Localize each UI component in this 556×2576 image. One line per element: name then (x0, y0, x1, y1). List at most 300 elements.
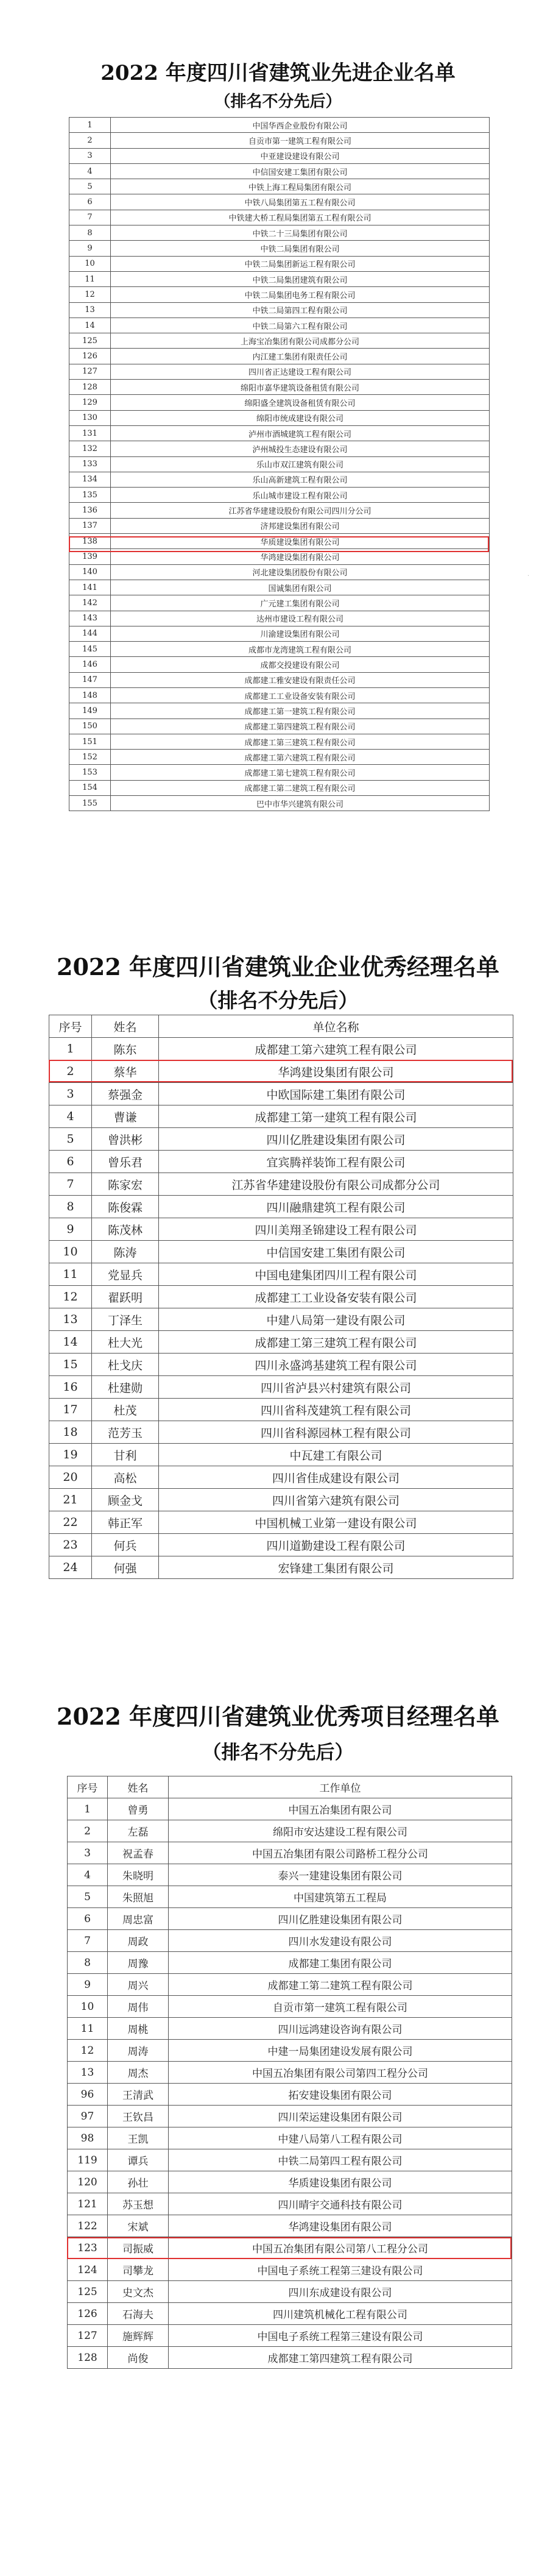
person-name-cell: 孙壮 (108, 2171, 169, 2193)
table-row (68, 2149, 512, 2171)
table-row (68, 2325, 512, 2347)
table-row (49, 1466, 513, 1489)
person-name-cell: 周伟 (108, 1996, 169, 2018)
table-row (68, 2040, 512, 2062)
company-name-cell: 中铁二局集团电务工程有限公司 (111, 287, 490, 302)
company-name-cell: 成都建工第二建筑工程有限公司 (169, 1974, 512, 1996)
company-name-cell: 中亚建设建设有限公司 (111, 148, 490, 163)
table-row (69, 241, 490, 256)
section-subtitle: （排名不分先后） (202, 1742, 354, 1764)
company-name-cell: 宏锋建工集团有限公司 (159, 1556, 513, 1579)
table-row (49, 1331, 513, 1354)
company-name-cell: 中国五冶集团有限公司第八工程分公司 (169, 2237, 512, 2259)
table-row (49, 1444, 513, 1466)
table-row (69, 595, 490, 611)
header-cell-index: 序号 (49, 1015, 92, 1038)
person-name-cell: 司振威 (108, 2237, 169, 2259)
company-name-cell: 绵阳市统成建设有限公司 (111, 410, 490, 425)
table-row (49, 1151, 513, 1173)
table-row (49, 1399, 513, 1421)
table-row (69, 780, 490, 795)
company-name-cell: 达州市建设工程有限公司 (111, 611, 490, 626)
table-row (69, 256, 490, 271)
person-name-cell: 韩正军 (92, 1511, 159, 1534)
company-name-cell: 乐山市双江建筑有限公司 (111, 456, 490, 472)
company-name-cell: 中瓦建工有限公司 (159, 1444, 513, 1466)
table-row (69, 302, 490, 318)
row-index-cell: 151 (69, 734, 111, 749)
row-index-cell: 5 (68, 1886, 108, 1908)
row-index-cell: 6 (68, 1908, 108, 1930)
row-index-cell: 13 (68, 2062, 108, 2084)
header-cell-unit: 单位名称 (159, 1015, 513, 1038)
company-name-cell: 自贡市第一建筑工程有限公司 (169, 1996, 512, 2018)
company-name-cell: 中国五冶集团有限公司 (169, 1798, 512, 1820)
row-index-cell: 3 (68, 1842, 108, 1864)
company-name-cell: 中国电建集团四川工程有限公司 (159, 1263, 513, 1286)
project-manager-table (67, 1776, 512, 2369)
row-index-cell: 17 (49, 1399, 92, 1421)
company-name-cell: 四川省泸县兴村建筑有限公司 (159, 1376, 513, 1399)
table-row (69, 534, 490, 549)
company-name-cell: 四川道勤建设工程有限公司 (159, 1534, 513, 1556)
row-index-cell: 1 (69, 118, 111, 133)
row-index-cell: 98 (68, 2127, 108, 2149)
row-index-cell: 97 (68, 2106, 108, 2127)
company-name-cell: 中国华西企业股份有限公司 (111, 118, 490, 133)
person-name-cell: 陈家宏 (92, 1173, 159, 1196)
row-index-cell: 11 (68, 2018, 108, 2040)
table-row (68, 1996, 512, 2018)
row-index-cell: 15 (49, 1354, 92, 1376)
table-row (69, 456, 490, 472)
person-name-cell: 陈俊霖 (92, 1196, 159, 1218)
row-index-cell: 13 (49, 1308, 92, 1331)
company-name-cell: 成都建工第七建筑工程有限公司 (111, 765, 490, 780)
company-name-cell: 四川亿胜建设集团有限公司 (169, 1908, 512, 1930)
person-name-cell: 司攀龙 (108, 2259, 169, 2281)
company-name-cell: 中铁二局集团有限公司 (111, 241, 490, 256)
table-row (68, 1820, 512, 1842)
company-name-cell: 中铁二局第四工程有限公司 (111, 302, 490, 318)
row-index-cell: 143 (69, 611, 111, 626)
company-name-cell: 川渝建设集团有限公司 (111, 626, 490, 641)
row-index-cell: 2 (68, 1820, 108, 1842)
row-index-cell: 1 (49, 1038, 92, 1060)
row-index-cell: 154 (69, 780, 111, 795)
company-name-cell: 成都建工工业设备安装有限公司 (159, 1286, 513, 1308)
table-row (68, 1952, 512, 1974)
row-index-cell: 14 (49, 1331, 92, 1354)
table-row (69, 410, 490, 425)
row-index-cell: 2 (69, 133, 111, 148)
row-index-cell: 10 (68, 1996, 108, 2018)
company-name-cell: 华鸿建设集团有限公司 (159, 1060, 513, 1083)
table-row (69, 148, 490, 163)
row-index-cell: 5 (49, 1128, 92, 1151)
row-index-cell: 148 (69, 687, 111, 703)
header-cell-index: 序号 (68, 1776, 108, 1798)
person-name-cell: 高松 (92, 1466, 159, 1489)
row-index-cell: 9 (49, 1218, 92, 1241)
company-name-cell: 成都交投建设有限公司 (111, 657, 490, 672)
row-index-cell: 153 (69, 765, 111, 780)
company-name-cell: 绵阳市嘉华建筑设备租赁有限公司 (111, 380, 490, 395)
table-row (49, 1083, 513, 1105)
company-name-cell: 中欧国际建工集团有限公司 (159, 1083, 513, 1105)
table-row (69, 687, 490, 703)
row-index-cell: 3 (69, 148, 111, 163)
company-name-cell: 巴中市华兴建筑有限公司 (111, 796, 490, 811)
company-name-cell: 四川远鸿建设咨询有限公司 (169, 2018, 512, 2040)
company-name-cell: 华质建设集团有限公司 (111, 534, 490, 549)
person-name-cell: 曾乐君 (92, 1151, 159, 1173)
company-name-cell: 华质建设集团有限公司 (169, 2171, 512, 2193)
section-title: 2022 年度四川省建筑业先进企业名单 (100, 61, 456, 85)
company-name-cell: 成都建工第四建筑工程有限公司 (111, 719, 490, 734)
person-name-cell: 王凯 (108, 2127, 169, 2149)
person-name-cell: 杜茂 (92, 1399, 159, 1421)
company-name-cell: 广元建工集团有限公司 (111, 595, 490, 611)
row-index-cell: 19 (49, 1444, 92, 1466)
company-name-cell: 成都市龙湾建筑工程有限公司 (111, 642, 490, 657)
table-row (69, 179, 490, 194)
company-name-cell: 成都建工第一建筑工程有限公司 (159, 1105, 513, 1128)
table-row (68, 1930, 512, 1952)
row-index-cell: 150 (69, 719, 111, 734)
row-index-cell: 10 (49, 1241, 92, 1263)
row-index-cell: 128 (68, 2347, 108, 2369)
section-title: 2022 年度四川省建筑业优秀项目经理名单 (57, 1703, 499, 1730)
company-name-cell: 中铁二局第六工程有限公司 (111, 318, 490, 333)
table-row (69, 318, 490, 333)
company-name-cell: 中国电子系统工程第三建设有限公司 (169, 2325, 512, 2347)
company-name-cell: 四川建筑机械化工程有限公司 (169, 2303, 512, 2325)
company-name-cell: 中铁八局集团第五工程有限公司 (111, 194, 490, 210)
company-name-cell: 中建一局集团建设发展有限公司 (169, 2040, 512, 2062)
row-index-cell: 14 (69, 318, 111, 333)
row-index-cell: 138 (69, 534, 111, 549)
company-name-cell: 乐山高新建筑工程有限公司 (111, 472, 490, 487)
company-name-cell: 四川亿胜建设集团有限公司 (159, 1128, 513, 1151)
company-name-cell: 泸州城投生态建设有限公司 (111, 441, 490, 456)
company-name-cell: 自贡市第一建筑工程有限公司 (111, 133, 490, 148)
person-name-cell: 尚俊 (108, 2347, 169, 2369)
row-index-cell: 2 (49, 1060, 92, 1083)
section-advanced-enterprises (0, 0, 556, 829)
decorative-mark: · (527, 573, 530, 580)
company-name-cell: 四川省正达建设工程有限公司 (111, 364, 490, 379)
row-index-cell: 4 (68, 1864, 108, 1886)
person-name-cell: 周桃 (108, 2018, 169, 2040)
table-row (68, 1974, 512, 1996)
person-name-cell: 周杰 (108, 2062, 169, 2084)
person-name-cell: 王钦昌 (108, 2106, 169, 2127)
company-name-cell: 内江建工集团有限责任公司 (111, 349, 490, 364)
table-row (69, 441, 490, 456)
row-index-cell: 136 (69, 503, 111, 518)
row-index-cell: 144 (69, 626, 111, 641)
table-row (69, 364, 490, 379)
row-index-cell: 20 (49, 1466, 92, 1489)
table-row (69, 734, 490, 749)
table-row (69, 657, 490, 672)
company-name-cell: 中国建筑第五工程局 (169, 1886, 512, 1908)
person-name-cell: 党显兵 (92, 1263, 159, 1286)
person-name-cell: 王清武 (108, 2084, 169, 2106)
row-index-cell: 13 (69, 302, 111, 318)
person-name-cell: 陈涛 (92, 1241, 159, 1263)
company-name-cell: 成都建工集团有限公司 (169, 1952, 512, 1974)
table-row (49, 1060, 513, 1083)
row-index-cell: 123 (68, 2237, 108, 2259)
company-name-cell: 中铁二十三局集团有限公司 (111, 225, 490, 241)
table-row (68, 1886, 512, 1908)
enterprise-table (69, 117, 490, 811)
table-row (69, 472, 490, 487)
table-row (69, 796, 490, 811)
row-index-cell: 6 (69, 194, 111, 210)
company-name-cell: 四川东成建设有限公司 (169, 2281, 512, 2303)
company-name-cell: 济邦建设集团有限公司 (111, 518, 490, 533)
table-row (68, 2281, 512, 2303)
table-row (49, 1038, 513, 1060)
company-name-cell: 中建八局第一建设有限公司 (159, 1308, 513, 1331)
row-index-cell: 125 (69, 333, 111, 349)
table-row (68, 2062, 512, 2084)
company-name-cell: 华鸿建设集团有限公司 (111, 549, 490, 564)
company-name-cell: 成都建工第四建筑工程有限公司 (169, 2347, 512, 2369)
company-name-cell: 四川省科源园林工程有限公司 (159, 1421, 513, 1444)
company-name-cell: 四川荣运建设集团有限公司 (169, 2106, 512, 2127)
row-index-cell: 8 (69, 225, 111, 241)
row-index-cell: 128 (69, 380, 111, 395)
row-index-cell: 152 (69, 750, 111, 765)
table-row (68, 2193, 512, 2215)
company-name-cell: 中铁二局第四工程有限公司 (169, 2149, 512, 2171)
company-name-cell: 成都建工第一建筑工程有限公司 (111, 703, 490, 719)
table-row (69, 271, 490, 286)
table-row (68, 2347, 512, 2369)
table-row (69, 518, 490, 533)
row-index-cell: 4 (69, 163, 111, 179)
row-index-cell: 21 (49, 1489, 92, 1511)
row-index-cell: 24 (49, 1556, 92, 1579)
table-row (69, 642, 490, 657)
table-row (69, 349, 490, 364)
company-name-cell: 四川晴宇交通科技有限公司 (169, 2193, 512, 2215)
table-row (49, 1128, 513, 1151)
person-name-cell: 甘利 (92, 1444, 159, 1466)
table-row (69, 380, 490, 395)
table-row (68, 2215, 512, 2237)
table-row (69, 750, 490, 765)
table-row (69, 611, 490, 626)
company-name-cell: 成都建工第三建筑工程有限公司 (159, 1331, 513, 1354)
table-row (68, 1908, 512, 1930)
person-name-cell: 陈东 (92, 1038, 159, 1060)
row-index-cell: 11 (49, 1263, 92, 1286)
person-name-cell: 周政 (108, 1930, 169, 1952)
row-index-cell: 122 (68, 2215, 108, 2237)
company-name-cell: 泰兴一建建设集团有限公司 (169, 1864, 512, 1886)
table-row (49, 1218, 513, 1241)
person-name-cell: 丁泽生 (92, 1308, 159, 1331)
table-row (68, 2127, 512, 2149)
person-name-cell: 左磊 (108, 1820, 169, 1842)
company-name-cell: 中国五冶集团有限公司路桥工程分公司 (169, 1842, 512, 1864)
table-row (69, 333, 490, 349)
company-name-cell: 四川省第六建筑有限公司 (159, 1489, 513, 1511)
header-cell-unit: 工作单位 (169, 1776, 512, 1798)
table-row (68, 2171, 512, 2193)
table-row (69, 225, 490, 241)
company-name-cell: 江苏省华建建设股份有限公司成都分公司 (159, 1173, 513, 1196)
person-name-cell: 曾洪彬 (92, 1128, 159, 1151)
company-name-cell: 中国机械工业第一建设有限公司 (159, 1511, 513, 1534)
table-row (49, 1376, 513, 1399)
company-name-cell: 四川省佳成建设有限公司 (159, 1466, 513, 1489)
row-index-cell: 7 (68, 1930, 108, 1952)
person-name-cell: 石海夫 (108, 2303, 169, 2325)
row-index-cell: 23 (49, 1534, 92, 1556)
person-name-cell: 顾金戈 (92, 1489, 159, 1511)
header-cell-name: 姓名 (108, 1776, 169, 1798)
person-name-cell: 周兴 (108, 1974, 169, 1996)
table-row (68, 1864, 512, 1886)
person-name-cell: 陈茂林 (92, 1218, 159, 1241)
row-index-cell: 4 (49, 1105, 92, 1128)
company-name-cell: 成都建工工业设备安装有限公司 (111, 687, 490, 703)
person-name-cell: 何兵 (92, 1534, 159, 1556)
row-index-cell: 130 (69, 410, 111, 425)
company-name-cell: 华鸿建设集团有限公司 (169, 2215, 512, 2237)
person-name-cell: 祝孟春 (108, 1842, 169, 1864)
table-row (49, 1489, 513, 1511)
person-name-cell: 谭兵 (108, 2149, 169, 2171)
company-name-cell: 成都建工第六建筑工程有限公司 (111, 750, 490, 765)
row-index-cell: 133 (69, 456, 111, 472)
row-index-cell: 126 (68, 2303, 108, 2325)
person-name-cell: 宋斌 (108, 2215, 169, 2237)
row-index-cell: 120 (68, 2171, 108, 2193)
row-index-cell: 119 (68, 2149, 108, 2171)
row-index-cell: 7 (49, 1173, 92, 1196)
row-index-cell: 8 (49, 1196, 92, 1218)
table-row (69, 719, 490, 734)
table-row (49, 1308, 513, 1331)
row-index-cell: 121 (68, 2193, 108, 2215)
table-row (68, 2259, 512, 2281)
table-row (69, 672, 490, 687)
row-index-cell: 6 (49, 1151, 92, 1173)
person-name-cell: 蔡华 (92, 1060, 159, 1083)
row-index-cell: 127 (69, 364, 111, 379)
row-index-cell: 137 (69, 518, 111, 533)
table-row (69, 765, 490, 780)
row-index-cell: 16 (49, 1376, 92, 1399)
company-name-cell: 四川永盛鸿基建筑工程有限公司 (159, 1354, 513, 1376)
company-name-cell: 中铁上海工程局集团有限公司 (111, 179, 490, 194)
table-row (69, 503, 490, 518)
section-title: 2022 年度四川省建筑业企业优秀经理名单 (57, 953, 499, 981)
company-name-cell: 成都建工第二建筑工程有限公司 (111, 780, 490, 795)
company-name-cell: 成都建工雅安建设有限责任公司 (111, 672, 490, 687)
table-row (68, 1798, 512, 1820)
row-index-cell: 9 (68, 1974, 108, 1996)
row-index-cell: 147 (69, 672, 111, 687)
row-index-cell: 3 (49, 1083, 92, 1105)
company-name-cell: 中国五冶集团有限公司第四工程分公司 (169, 2062, 512, 2084)
company-name-cell: 中铁二局集团新运工程有限公司 (111, 256, 490, 271)
row-index-cell: 22 (49, 1511, 92, 1534)
row-index-cell: 127 (68, 2325, 108, 2347)
table-row (68, 1842, 512, 1864)
table-row (69, 703, 490, 719)
table-row (49, 1534, 513, 1556)
row-index-cell: 145 (69, 642, 111, 657)
company-name-cell: 中铁建大桥工程局集团第五工程有限公司 (111, 210, 490, 225)
row-index-cell: 131 (69, 425, 111, 441)
table-row (68, 2106, 512, 2127)
row-index-cell: 96 (68, 2084, 108, 2106)
row-index-cell: 124 (68, 2259, 108, 2281)
table-row (49, 1196, 513, 1218)
table-row (68, 2303, 512, 2325)
person-name-cell: 何强 (92, 1556, 159, 1579)
person-name-cell: 朱晓明 (108, 1864, 169, 1886)
table-row (49, 1241, 513, 1263)
company-name-cell: 绵阳市安达建设工程有限公司 (169, 1820, 512, 1842)
person-name-cell: 朱照旭 (108, 1886, 169, 1908)
company-name-cell: 中国电子系统工程第三建设有限公司 (169, 2259, 512, 2281)
row-index-cell: 126 (69, 349, 111, 364)
row-index-cell: 132 (69, 441, 111, 456)
company-name-cell: 绵阳盛全建筑设备租赁有限公司 (111, 395, 490, 410)
table-row (69, 626, 490, 641)
row-index-cell: 12 (69, 287, 111, 302)
row-index-cell: 1 (68, 1798, 108, 1820)
row-index-cell: 146 (69, 657, 111, 672)
table-row (49, 1105, 513, 1128)
person-name-cell: 范芳玉 (92, 1421, 159, 1444)
company-name-cell: 江苏省华建建设股份有限公司四川分公司 (111, 503, 490, 518)
section-excellent-managers (0, 829, 556, 1575)
table-row (69, 564, 490, 580)
table-row (69, 549, 490, 564)
person-name-cell: 翟跃明 (92, 1286, 159, 1308)
table-row (68, 2237, 512, 2259)
row-index-cell: 141 (69, 580, 111, 595)
row-index-cell: 12 (68, 2040, 108, 2062)
table-row (69, 163, 490, 179)
row-index-cell: 11 (69, 271, 111, 286)
table-row (69, 133, 490, 148)
row-index-cell: 155 (69, 796, 111, 811)
table-row (69, 194, 490, 210)
company-name-cell: 四川美翔圣锦建设工程有限公司 (159, 1218, 513, 1241)
table-row (69, 118, 490, 133)
row-index-cell: 129 (69, 395, 111, 410)
company-name-cell: 河北建设集团股份有限公司 (111, 564, 490, 580)
manager-table (49, 1015, 513, 1579)
table-row (69, 395, 490, 410)
table-row (49, 1421, 513, 1444)
company-name-cell: 中铁二局集团建筑有限公司 (111, 271, 490, 286)
table-row (49, 1173, 513, 1196)
section-subtitle: （排名不分先后） (214, 93, 342, 111)
company-name-cell: 泸州市酒城建筑工程有限公司 (111, 425, 490, 441)
